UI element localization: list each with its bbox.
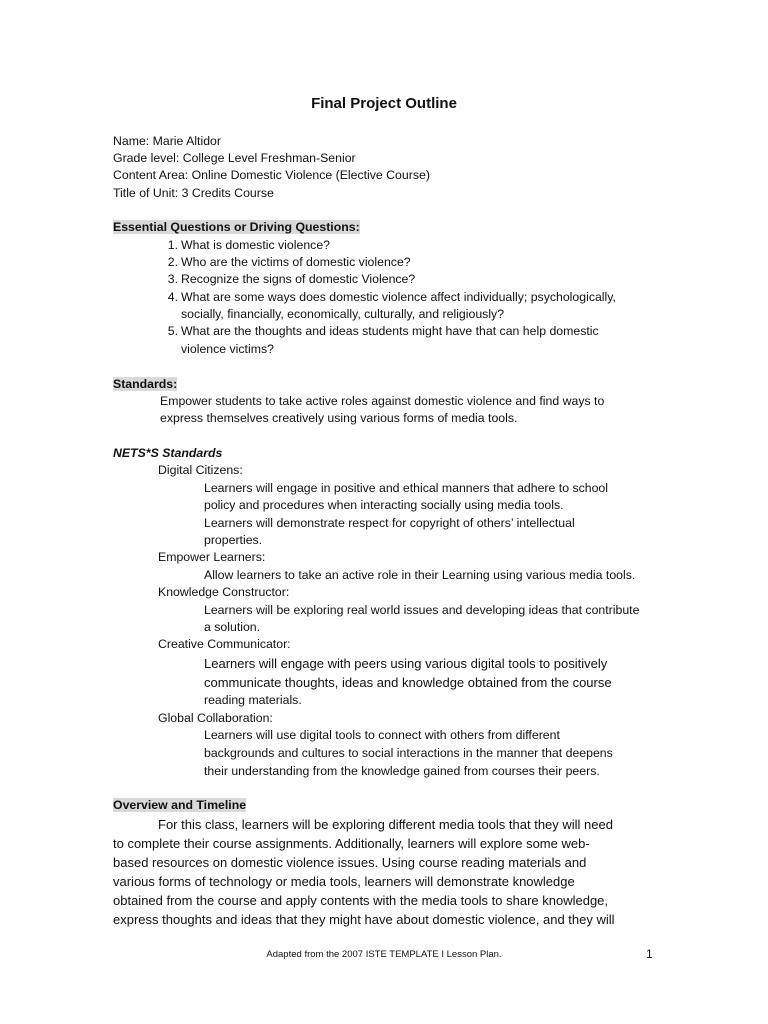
nets-heading: NETS*S Standards <box>113 446 223 460</box>
overview-line-1: For this class, learners will be exploring different media tools that they will need <box>158 817 613 832</box>
empower-learners-line-1: Allow learners to take an active role in their Learning using various media tools. <box>204 568 636 582</box>
question-3: 3. <box>167 272 178 286</box>
question-3-text: Recognize the signs of domestic Violence? <box>181 272 416 286</box>
page-title: Final Project Outline <box>311 95 457 112</box>
knowledge-constructor-line-2: a solution. <box>204 620 261 634</box>
creative-communicator-line-2: communicate thoughts, ideas and knowledge obtained from the course <box>204 675 612 690</box>
standards-heading: Standards: <box>113 377 178 391</box>
question-1: 1. <box>167 238 178 252</box>
overview-line-5: obtained from the course and apply contents with the media tools to share knowledge, <box>113 893 609 908</box>
overview-line-6: express thoughts and ideas that they might have about domestic violence, and they will <box>113 912 615 927</box>
grade-line: Grade level: College Level Freshman-Senior <box>113 151 356 165</box>
question-4-text-line-2: socially, financially, economically, culturally, and religiously? <box>181 307 505 321</box>
creative-communicator-label: Creative Communicator: <box>158 637 291 651</box>
name-line: Name: Marie Altidor <box>113 134 221 148</box>
creative-communicator-line-1: Learners will engage with peers using various digital tools to positively <box>204 656 608 671</box>
overview-heading: Overview and Timeline <box>113 798 247 812</box>
question-5-text-line-1: What are the thoughts and ideas students might have that can help domestic <box>181 324 599 338</box>
standards-line-2: express themselves creatively using various forms of media tools. <box>160 411 518 425</box>
digital-citizens-line-2: policy and procedures when interacting socially using media tools. <box>204 498 564 512</box>
overview-line-4: various forms of technology or media tools, learners will demonstrate knowledge <box>113 874 575 889</box>
empower-learners-label: Empower Learners: <box>158 550 266 564</box>
page-number: 1 <box>646 947 653 961</box>
digital-citizens-line-1: Learners will engage in positive and ethical manners that adhere to school <box>204 481 608 495</box>
digital-citizens-line-4: properties. <box>204 533 263 547</box>
digital-citizens-line-3: Learners will demonstrate respect for copyright of others’ intellectual <box>204 516 575 530</box>
knowledge-constructor-label: Knowledge Constructor: <box>158 585 290 599</box>
global-collaboration-line-1: Learners will use digital tools to connect with others from different <box>204 728 560 742</box>
questions-heading: Essential Questions or Driving Questions: <box>113 220 360 234</box>
unit-line: Title of Unit: 3 Credits Course <box>113 186 274 200</box>
content-line: Content Area: Online Domestic Violence (Elective Course) <box>113 168 430 182</box>
knowledge-constructor-line-1: Learners will be exploring real world issues and developing ideas that contribute <box>204 603 640 617</box>
question-4-text-line-1: What are some ways does domestic violence affect individually; psychologically, <box>181 290 616 304</box>
global-collaboration-line-2: backgrounds and cultures to social interactions in the manner that deepens <box>204 746 613 760</box>
digital-citizens-label: Digital Citizens: <box>158 463 243 477</box>
question-2-text: Who are the victims of domestic violence? <box>181 255 411 269</box>
global-collaboration-label: Global Collaboration: <box>158 711 273 725</box>
overview-line-2: to complete their course assignments. Additionally, learners will explore some web- <box>113 836 590 851</box>
standards-line-1: Empower students to take active roles against domestic violence and find ways to <box>160 394 605 408</box>
overview-line-3: based resources on domestic violence issues. Using course reading materials and <box>113 855 587 870</box>
footer-note: Adapted from the 2007 ISTE TEMPLATE I Lesson Plan. <box>266 949 502 960</box>
question-1-text: What is domestic violence? <box>181 238 330 252</box>
global-collaboration-line-3: their understanding from the knowledge gained from courses their peers. <box>204 764 600 778</box>
question-2: 2. <box>167 255 178 269</box>
question-4: 4. <box>167 290 178 304</box>
creative-communicator-line-3: reading materials. <box>204 693 302 707</box>
question-5-text-line-2: violence victims? <box>181 342 274 356</box>
question-5: 5. <box>167 324 178 338</box>
